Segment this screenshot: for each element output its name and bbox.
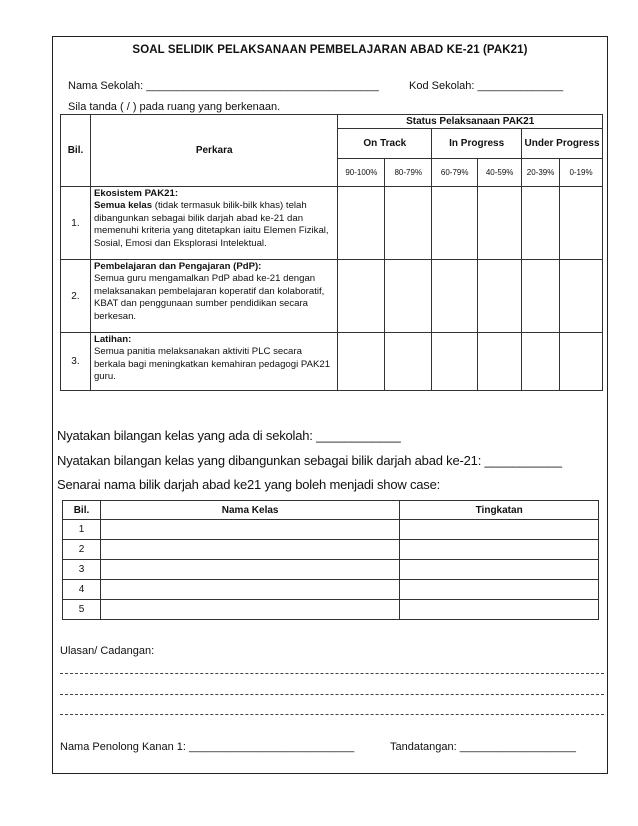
class-col-bil: Bil. — [63, 501, 101, 520]
range-40-59: 40-59% — [478, 159, 522, 187]
row-bil: 3. — [61, 333, 91, 391]
table-row — [61, 260, 603, 333]
row-text: Semua guru mengamalkan PdP abad ke-21 dengan melaksanakan pembelajaran koperatif dan kolaboratif, KBAT dan penggunaan sumber pendidikan secara berkesan. — [93, 273, 325, 322]
range-0-19: 0-19% — [560, 159, 603, 187]
row-perkara — [90, 187, 337, 260]
class-table — [62, 500, 599, 620]
school-code-line — [409, 80, 563, 92]
row-bil: 1. — [61, 187, 91, 260]
penolong-label: Nama Penolong Kanan 1: — [60, 741, 186, 753]
table-row — [63, 580, 599, 600]
class-name-cell[interactable] — [100, 520, 399, 540]
comment-line-1[interactable] — [60, 673, 604, 674]
table-row — [61, 333, 603, 391]
table-row — [63, 600, 599, 620]
tick-cell[interactable] — [338, 333, 385, 391]
group-on-track: On Track — [338, 129, 432, 159]
row-text: Semua panitia melaksanakan aktiviti PLC secara berkala bagi meningkatkan kemahiran pedagogi PAK21 guru. — [93, 346, 331, 383]
range-80-79: 80-79% — [385, 159, 432, 187]
range-90-100: 90-100% — [338, 159, 385, 187]
class-row-num: 1 — [63, 520, 101, 540]
penolong-field[interactable]: ___________________________ — [189, 741, 355, 753]
row-perkara — [90, 260, 337, 333]
class-row-num: 2 — [63, 540, 101, 560]
tick-cell[interactable] — [560, 333, 603, 391]
school-name-line — [68, 80, 379, 92]
class-col-tingkatan: Tingkatan — [400, 501, 599, 520]
tick-cell[interactable] — [478, 187, 522, 260]
tick-cell[interactable] — [432, 333, 478, 391]
row-lead: Semua kelas — [93, 200, 153, 212]
range-60-79: 60-79% — [432, 159, 478, 187]
status-table — [60, 114, 603, 391]
class-row-num: 3 — [63, 560, 101, 580]
tick-cell[interactable] — [338, 260, 385, 333]
tick-cell[interactable] — [432, 260, 478, 333]
class-col-nama: Nama Kelas — [100, 501, 399, 520]
question-pak21-class-count[interactable]: Nyatakan bilangan kelas yang dibangunkan sebagai bilik darjah abad ke-21: ___________ — [57, 453, 562, 468]
tick-cell[interactable] — [338, 187, 385, 260]
row-category: Ekosistem PAK21: — [93, 188, 179, 199]
class-name-cell[interactable] — [100, 580, 399, 600]
tick-cell[interactable] — [478, 333, 522, 391]
tick-cell[interactable] — [522, 187, 560, 260]
status-header: Status Pelaksanaan PAK21 — [338, 115, 603, 129]
tick-cell[interactable] — [385, 333, 432, 391]
tick-cell[interactable] — [385, 260, 432, 333]
table-row — [61, 187, 603, 260]
col-bil-header: Bil. — [61, 115, 91, 187]
group-under-progress: Under Progress — [522, 129, 603, 159]
group-in-progress: In Progress — [432, 129, 522, 159]
tick-cell[interactable] — [385, 187, 432, 260]
tick-cell[interactable] — [432, 187, 478, 260]
question-class-count[interactable]: Nyatakan bilangan kelas yang ada di sekolah: ____________ — [57, 428, 401, 443]
class-level-cell[interactable] — [400, 560, 599, 580]
school-code-label: Kod Sekolah: — [409, 80, 475, 92]
school-code-field[interactable]: ______________ — [477, 80, 564, 92]
school-name-label: Nama Sekolah: — [68, 80, 144, 92]
range-20-39: 20-39% — [522, 159, 560, 187]
class-name-cell[interactable] — [100, 540, 399, 560]
form-title: SOAL SELIDIK PELAKSANAAN PEMBELAJARAN ABAD KE-21 (PAK21) — [132, 44, 528, 56]
signature-label: Tandatangan: — [390, 741, 457, 753]
tick-cell[interactable] — [478, 260, 522, 333]
tick-cell[interactable] — [522, 260, 560, 333]
comment-line-2[interactable] — [60, 694, 604, 695]
table-row — [63, 520, 599, 540]
class-row-num: 4 — [63, 580, 101, 600]
tick-cell[interactable] — [560, 260, 603, 333]
instruction-text: Sila tanda ( / ) pada ruang yang berkenaan. — [68, 101, 281, 113]
question-showcase-list: Senarai nama bilik darjah abad ke21 yang boleh menjadi show case: — [57, 477, 441, 492]
tick-cell[interactable] — [522, 333, 560, 391]
row-perkara — [90, 333, 337, 391]
class-level-cell[interactable] — [400, 580, 599, 600]
ulasan-label: Ulasan/ Cadangan: — [60, 645, 155, 657]
table-row — [63, 560, 599, 580]
col-perkara-header: Perkara — [90, 115, 337, 187]
penolong-line — [60, 741, 354, 753]
table-row — [63, 540, 599, 560]
row-bil: 2. — [61, 260, 91, 333]
tick-cell[interactable] — [560, 187, 603, 260]
school-name-field[interactable]: ______________________________________ — [146, 80, 379, 92]
class-name-cell[interactable] — [100, 560, 399, 580]
class-level-cell[interactable] — [400, 600, 599, 620]
signature-line — [390, 741, 576, 753]
row-category: Pembelajaran dan Pengajaran (PdP): — [93, 261, 262, 272]
class-name-cell[interactable] — [100, 600, 399, 620]
row-text: (tidak termasuk bilik-bilk khas) telah dibangunkan sebagai bilik darjah abad ke-21 dan memenuhi kriteria yang ditetapkan iaitu Elemen Fizikal, Sosial, Emosi dan Eksplorasi Intelektual. — [93, 200, 329, 249]
class-level-cell[interactable] — [400, 540, 599, 560]
class-level-cell[interactable] — [400, 520, 599, 540]
row-category: Latihan: — [93, 334, 132, 345]
signature-field[interactable]: ___________________ — [459, 741, 576, 753]
class-row-num: 5 — [63, 600, 101, 620]
comment-line-3[interactable] — [60, 714, 604, 715]
